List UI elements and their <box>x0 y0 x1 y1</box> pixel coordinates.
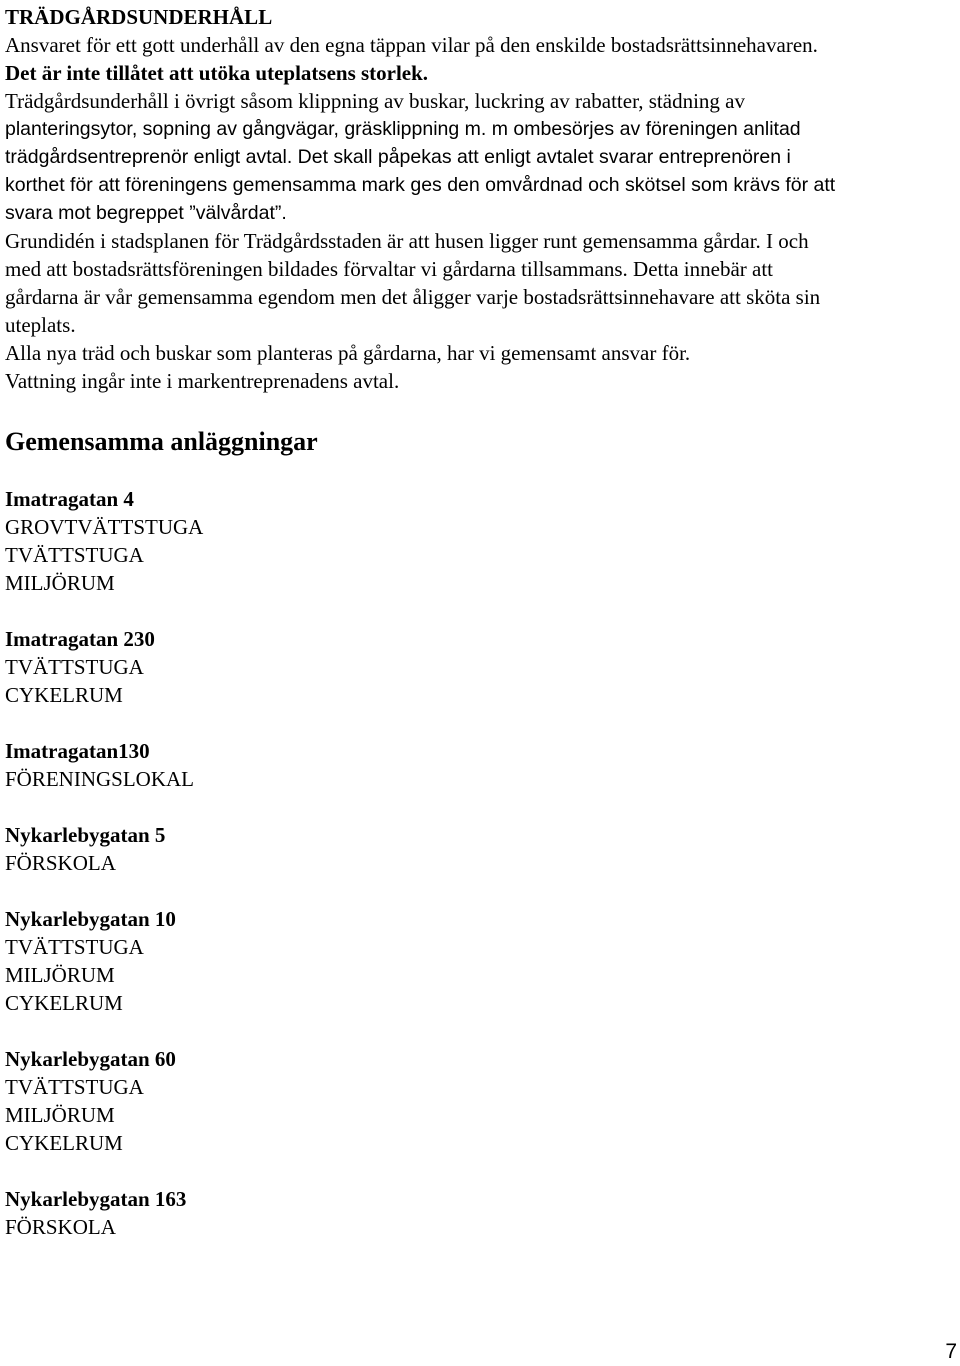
body-line: korthet för att föreningens gemensamma mark ges den omvårdnad och skötsel som krävs för att <box>5 174 836 196</box>
facility-item: TVÄTTSTUGA <box>5 1075 144 1099</box>
facility-item: CYKELRUM <box>5 683 123 707</box>
page-number: 7 <box>945 1340 957 1363</box>
facility-item: CYKELRUM <box>5 991 123 1015</box>
body-line: Alla nya träd och buskar som planteras på gårdarna, har vi gemensamt ansvar för. <box>5 341 691 365</box>
document-page <box>5 3 955 1241</box>
body-line: Grundidén i stadsplanen för Trädgårdsstaden är att husen ligger runt gemensamma gårdar. I och <box>5 229 809 253</box>
section-title-garden-maintenance: TRÄDGÅRDSUNDERHÅLL <box>5 5 273 29</box>
facility-item: FÖRSKOLA <box>5 1215 116 1239</box>
facility-name: Imatragatan130 <box>5 739 150 763</box>
facility-name: Nykarlebygatan 5 <box>5 823 166 847</box>
body-line: trädgårdsentreprenör enligt avtal. Det skall påpekas att enligt avtalet svarar entreprenören i <box>5 146 791 168</box>
body-line: gårdarna är vår gemensamma egendom men det åligger varje bostadsrättsinnehavare att sköta sin <box>5 285 821 309</box>
body-line: uteplats. <box>5 313 76 337</box>
body-line: planteringsytor, sopning av gångvägar, gräsklippning m. m ombesörjes av föreningen anlitad <box>5 118 801 140</box>
facility-item: MILJÖRUM <box>5 571 115 595</box>
facility-item: MILJÖRUM <box>5 963 115 987</box>
body-line: med att bostadsrättsföreningen bildades förvaltar vi gårdarna tillsammans. Detta innebär att <box>5 257 773 281</box>
facility-block <box>5 1185 955 1241</box>
facility-item: GROVTVÄTTSTUGA <box>5 515 204 539</box>
facility-item: TVÄTTSTUGA <box>5 655 144 679</box>
paragraph-line-emphasis: Det är inte tillåtet att utöka uteplatsens storlek. <box>5 61 429 85</box>
facility-item: CYKELRUM <box>5 1131 123 1155</box>
facility-name: Nykarlebygatan 163 <box>5 1187 187 1211</box>
facility-item: TVÄTTSTUGA <box>5 935 144 959</box>
facility-block <box>5 485 955 597</box>
facility-name: Imatragatan 4 <box>5 487 134 511</box>
facility-block <box>5 1045 955 1157</box>
facility-name: Nykarlebygatan 10 <box>5 907 176 931</box>
facility-block <box>5 625 955 709</box>
facility-block <box>5 905 955 1017</box>
facility-block <box>5 821 955 877</box>
facility-item: TVÄTTSTUGA <box>5 543 144 567</box>
facility-name: Imatragatan 230 <box>5 627 155 651</box>
section-heading-shared-facilities: Gemensamma anläggningar <box>5 427 318 456</box>
body-line: Vattning ingår inte i markentreprenadens avtal. <box>5 369 400 393</box>
facility-item: FÖRENINGSLOKAL <box>5 767 194 791</box>
facility-block <box>5 737 955 793</box>
paragraph-line: Ansvaret för ett gott underhåll av den egna täppan vilar på den enskilde bostadsrättsinnehavaren. <box>5 33 818 57</box>
body-line: svara mot begreppet ”välvårdat”. <box>5 202 287 224</box>
facility-item: MILJÖRUM <box>5 1103 115 1127</box>
facility-item: FÖRSKOLA <box>5 851 116 875</box>
body-line: Trädgårdsunderhåll i övrigt såsom klippning av buskar, luckring av rabatter, städning av <box>5 89 745 113</box>
facility-name: Nykarlebygatan 60 <box>5 1047 176 1071</box>
